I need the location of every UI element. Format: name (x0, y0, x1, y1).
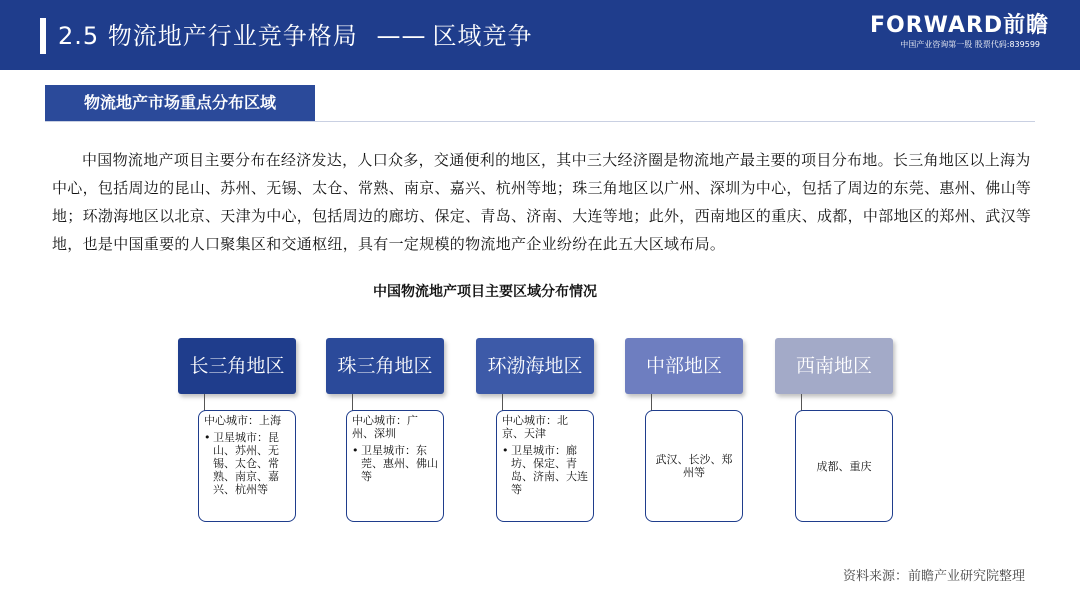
satellite-cities: • 卫星城市：廊坊、保定、青岛、济南、大连等 (502, 444, 588, 496)
region-card (795, 410, 893, 522)
subtitle-text: 区域竞争 (432, 22, 533, 50)
header-bar (0, 0, 1080, 70)
region-header: 珠三角地区 (326, 338, 444, 394)
region-central (625, 338, 795, 528)
section-label: 物流地产市场重点分布区域 (45, 85, 315, 121)
intro-paragraph: 中国物流地产项目主要分布在经济发达，人口众多，交通便利的地区，其中三大经济圈是物流地产最主要的项目分布地。长三角地区以上海为中心，包括周边的昆山、苏州、无锡、太仓、常熟、南京、嘉兴、杭州等地；珠三角地区以广州、深圳为中心，包括了周边的东莞、惠州、佛山等地；环渤海地区以北京、天津为中心，包括周边的廊坊、保定、青岛、济南、大连等地；此外，西南地区的重庆、成都，中部地区的郑州、武汉等地，也是中国重要的人口聚集区和交通枢纽，具有一定规模的物流地产企业纷纷在此五大区域布局。 (52, 151, 1032, 253)
region-header: 长三角地区 (178, 338, 296, 394)
region-card (645, 410, 743, 522)
forward-logo (870, 13, 1050, 52)
region-card (496, 410, 594, 522)
region-header: 环渤海地区 (476, 338, 594, 394)
region-card (346, 410, 444, 522)
center-cities: 中心城市：广州、深圳 (352, 414, 418, 440)
region-bohai-rim (476, 338, 646, 528)
region-yangtze-delta (178, 338, 348, 528)
title-text: 物流地产行业竞争格局 (107, 22, 358, 50)
diagram-title: 中国物流地产项目主要区域分布情况 (373, 284, 597, 300)
section-number: 2.5 (58, 22, 100, 50)
header-accent-bar (40, 18, 46, 54)
center-cities: 中心城市：北京、天津 (502, 414, 568, 440)
region-card (198, 410, 296, 522)
center-cities: 中心城市：上海 (204, 414, 281, 427)
region-header: 西南地区 (775, 338, 893, 394)
logo-tagline: 中国产业咨询第一股 股票代码:839599 (900, 40, 1040, 49)
satellite-cities: • 卫星城市：昆山、苏州、无锡、太仓、常熟、南京、嘉兴、杭州等 (204, 431, 290, 496)
title-separator: —— (376, 22, 427, 50)
region-cities: 武汉、长沙、郑州等 (655, 453, 733, 479)
region-pearl-delta (326, 338, 496, 528)
source-note: 资料来源：前瞻产业研究院整理 (842, 569, 1025, 584)
satellite-cities: • 卫星城市：东莞、惠州、佛山等 (352, 444, 438, 483)
logo-brand: FORWARD前瞻 (870, 13, 1050, 38)
page-title (58, 18, 532, 54)
region-southwest (775, 338, 945, 528)
region-cities: 成都、重庆 (816, 459, 872, 473)
region-header: 中部地区 (625, 338, 743, 394)
section-divider (45, 121, 1035, 122)
